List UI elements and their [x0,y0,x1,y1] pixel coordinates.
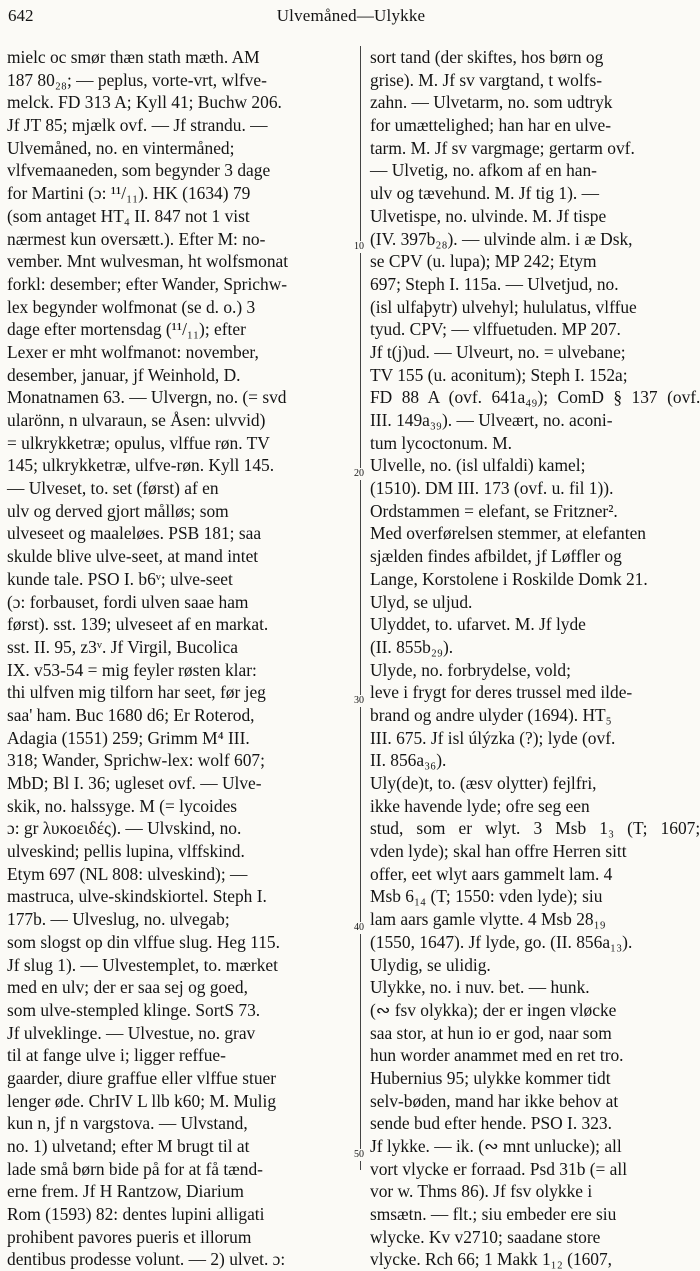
text-line: kun n, jf n vargstova. — Ulvstand, [7,1113,248,1134]
text-line: desember, januar, jf Weinhold, D. [7,364,241,385]
text-line: skik, no. halssyge. M (= lycoides [7,795,238,816]
text-line: Uly(de)t, to. (æsv olytter) fejlfri, [370,773,597,793]
line-number-20: 20 [354,468,364,479]
line-number-30: 30 [354,695,364,706]
text-line: vember. Mnt wulvesman, ht wolfsmonat [7,251,289,272]
text-line: vden lyde); skal han offre Herren sitt [370,841,627,862]
text-line: Ulvelle, no. (isl ulfaldi) kamel; [370,455,586,476]
text-line: til at fange ulve i; ligger reffue- [7,1045,226,1066]
text-line: (som antaget HT₄ II. 847 not 1 vist [7,205,250,226]
text-line: 145; ulkrykketræ, ulfve-røn. Kyll 145. [7,455,275,476]
text-line: sende bud efter hende. PSO I. 323. [370,1113,612,1134]
line-number-40: 40 [354,922,364,933]
text-line: III. 149a₃₉). — Ulveært, no. aconi- [370,410,613,430]
text-line: (isl ulfaþytr) ulvehyl; hululatus, vlffue [370,296,637,317]
text-line: Monatnamen 63. — Ulvergn, no. (= svd [7,387,287,408]
left-column [7,46,352,1270]
text-line: (IV. 397b₂₈). — ulvinde alm. i æ Dsk, [370,228,633,249]
text-line: (ɔ: forbauset, fordi ulven saae ham [7,591,249,612]
text-line: Ulvetispe, no. ulvinde. M. Jf tispe [370,205,607,226]
text-line: sjælden findes afbildet, jf Løffler og [370,546,622,567]
text-line: prohibent pavores pueris et illorum [7,1226,252,1247]
text-line: Jf slug 1). — Ulvestemplet, to. mærket [7,954,278,975]
text-line: gaarder, diure graffue eller vlffue stuer [7,1067,277,1088]
text-line: Etym 697 (NL 808: ulveskind); — [7,863,248,884]
text-line: Jf lykke. — ik. (∾ mnt unlucke); all [370,1136,622,1156]
text-line: Rom (1593) 82: dentes lupini alligati [7,1204,265,1225]
text-line: Med overførelsen stemmer, at elefanten [370,523,646,544]
running-title: Ulvemåned—Ulykke [276,6,426,25]
text-line: Ulyde, no. forbrydelse, vold; [370,659,571,680]
text-line: ulveskind; pellis lupina, vlffskind. [7,841,245,862]
text-line: grise). M. Jf sv vargtand, t wolfs- [370,69,603,90]
text-line: skulde blive ulve-seet, at mand intet [7,546,259,567]
text-line: ikke havende lyde; ofre seg een [370,795,590,816]
text-line: stud, som er wlyt. 3 Msb 1₃ (T; 1607; [370,818,700,839]
text-line: mastruca, ulve-skindskiortel. Steph I. [7,886,267,907]
text-line: wlycke. Kv v2710; saadane store [370,1226,601,1247]
text-line: FD 88 A (ovf. 641a₄₉); ComD § 137 (ovf. [370,387,700,408]
text-line: saa' ham. Buc 1680 d6; Er Roterod, [7,704,255,725]
text-line: thi ulfven mig tilforn har seet, før jeg [7,682,266,703]
text-line: saa stor, at hun io er god, naar som [370,1022,612,1043]
text-line: smsætn. — flt.; siu embeder ere siu [370,1204,617,1225]
text-line: som slogst op din vlffue slug. Heg 115. [7,931,280,952]
text-line: 318; Wander, Sprichw-lex: wolf 607; [7,750,265,771]
text-line: lade små børn bide på for at få tænd- [7,1158,263,1179]
text-line: zahn. — Ulvetarm, no. som udtryk [370,92,613,113]
text-line: for umættelighed; han har en ulve- [370,115,611,136]
text-line: hun worder anammet med en ret tro. [370,1045,624,1066]
line-number-50: 50 [354,1149,364,1160]
text-line: (II. 855b₂₉). [370,636,454,657]
text-line: IX. v53-54 = mig feyler røsten klar: [7,659,257,680]
text-line: 697; Steph I. 115a. — Ulvetjud, no. [370,273,619,294]
line-number-10: 10 [354,241,364,252]
text-line: (1550, 1647). Jf lyde, go. (II. 856a₁₃). [370,931,633,952]
text-line: mielc oc smør thæn stath mæth. AM [7,47,260,67]
text-line: først). sst. 139; ulveseet af en markat. [7,614,269,635]
text-line: melck. FD 313 A; Kyll 41; Buchw 206. [7,92,282,113]
text-line: kunde tale. PSO I. b6ᵛ; ulve-seet [7,568,233,589]
page-number: 642 [8,6,34,25]
text-line: vort vlycke er forraad. Psd 31b (= all [370,1158,628,1179]
text-line: II. 856a₃₆). [370,750,447,771]
text-line: ulveseet og maaleløes. PSB 181; saa [7,523,262,544]
text-line: dage efter mortensdag (¹¹/₁₁); efter [7,319,246,340]
text-line: forkl: desember; efter Wander, Sprichw- [7,273,288,294]
text-line: 177b. — Ulveslug, no. ulvegab; [7,909,230,930]
text-line: lam aars gamle vlytte. 4 Msb 28₁₉ [370,909,606,930]
text-line: selv-bøden, mand har ikke behov at [370,1090,619,1111]
text-line: (∾ fsv olykka); der er ingen vløcke [370,999,617,1020]
text-line: Ulyddet, to. ufarvet. M. Jf lyde [370,614,586,635]
text-line: nærmest kun oversætt.). Efter M: no- [7,228,266,249]
text-line: Lexer er mht wolfmanot: november, [7,341,259,362]
text-line: vor w. Thms 86). Jf fsv olykke i [370,1181,593,1202]
text-line: Jf t(j)ud. — Ulveurt, no. = ulvebane; [370,341,626,362]
text-line: lex begynder wolfmonat (se d. o.) 3 [7,296,256,317]
text-line: ɔ: gr λυκοειδές). — Ulvskind, no. [7,818,242,839]
text-line: tum lycoctonum. M. [370,432,513,453]
text-line: for Martini (ɔ: ¹¹/₁₁). HK (1634) 79 [7,183,251,204]
text-line: tarm. M. Jf sv vargmage; gertarm ovf. [370,137,635,158]
text-line: leve i frygt for deres trussel med ilde- [370,682,633,703]
right-column [370,46,700,1270]
column-divider [360,46,361,1170]
text-line: offer, eet wlyt aars gammelt lam. 4 [370,863,613,884]
text-line: no. 1) ulvetand; efter M brugt til at [7,1136,250,1156]
text-line: vlfvemaaneden, som begynder 3 dage [7,160,271,181]
text-line: sst. II. 95, z3ᵛ. Jf Virgil, Bucolica [7,636,238,657]
text-line: 187 80₂₈; — peplus, vorte-vrt, wlfve- [7,69,267,90]
text-line: Jf ulveklinge. — Ulvestue, no. grav [7,1022,256,1043]
text-line: Jf JT 85; mjælk ovf. — Jf strandu. — [7,115,268,136]
text-line: Ulvemåned, no. en vintermåned; [7,137,235,158]
text-line: Adagia (1551) 259; Grimm M⁴ III. [7,727,250,748]
text-line: se CPV (u. lupa); MP 242; Etym [370,251,597,272]
text-line: (1510). DM III. 173 (ovf. u. fil 1)). [370,478,614,499]
text-line: sort tand (der skiftes, hos børn og [370,47,604,67]
text-line: MbD; Bl I. 36; ugleset ovf. — Ulve- [7,773,262,793]
page-header [8,6,694,32]
text-line: Ulyd, se uljud. [370,591,473,612]
text-line: lenger øde. ChrIV L llb k60; M. Mulig [7,1090,277,1111]
text-line: Hubernius 95; ulykke kommer tidt [370,1067,611,1088]
text-line: ulv og derved gjort målløs; som [7,500,229,521]
text-line: Ulykke, no. i nuv. bet. — hunk. [370,977,590,998]
text-line: ulv og tævehund. M. Jf tig 1). — [370,183,599,204]
text-line: tyud. CPV; — vlffuetuden. MP 207. [370,319,621,340]
text-line: III. 675. Jf isl úlýzka (?); lyde (ovf. [370,727,616,748]
text-line: Ordstammen = elefant, se Fritzner². [370,500,618,521]
text-line: = ulkrykketræ; opulus, vlffue røn. TV [7,432,270,453]
text-line: erne frem. Jf H Rantzow, Diarium [7,1181,244,1202]
text-line: — Ulveset, to. set (først) af en [7,478,219,499]
text-line: som ulve-stempled klinge. SortS 73. [7,999,261,1020]
text-line: dentibus prodesse volunt. — 2) ulvet. ɔ: [7,1249,286,1270]
text-line: Ulydig, se ulidig. [370,954,491,975]
text-line: brand og andre ulyder (1694). HT₅ [370,704,612,725]
text-line: TV 155 (u. aconitum); Steph I. 152a; [370,364,628,385]
text-line: Lange, Korstolene i Roskilde Domk 21. [370,568,648,589]
text-line: ularönn, n ulvaraun, se Åsen: ulvvid) [7,410,266,430]
text-line: — Ulvetig, no. afkom af en han- [370,160,597,181]
text-line: med en ulv; der er saa sej og goed, [7,977,248,998]
text-line: Msb 6₁₄ (T; 1550: vden lyde); siu [370,886,603,907]
text-line: vlycke. Rch 66; 1 Makk 1₁₂ (1607, [370,1249,613,1270]
